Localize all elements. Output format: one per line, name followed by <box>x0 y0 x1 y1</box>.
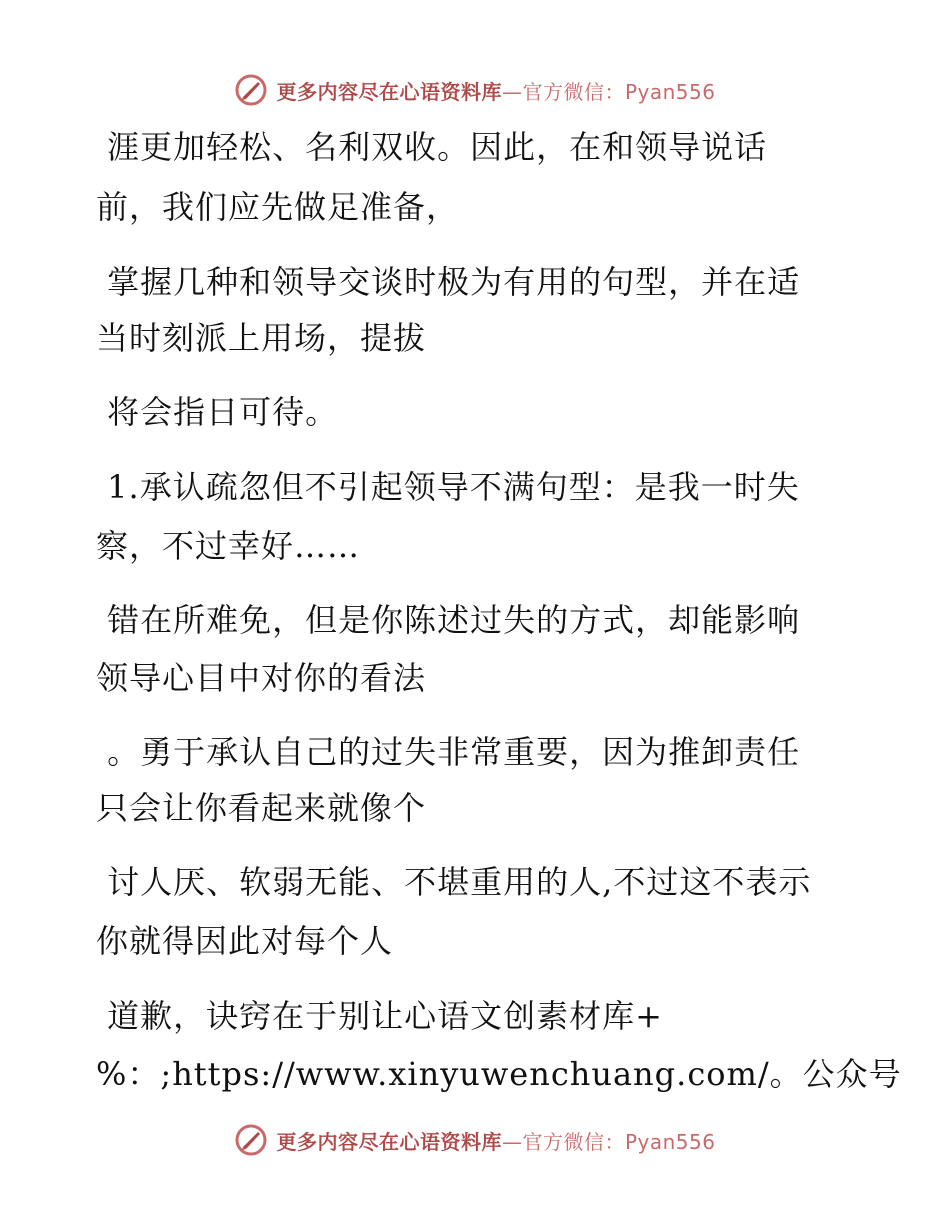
body-line-9: 领导心目中对你的看法 <box>96 659 427 697</box>
footer-banner-rest: —官方微信：Pyan556 <box>501 1129 716 1154</box>
footer-watermark <box>0 1118 950 1162</box>
body-line-13: 你就得因此对每个人 <box>96 922 394 960</box>
body-line-4: 当时刻派上用场，提拔 <box>96 319 427 357</box>
header-banner-brand: 更多内容尽在心语资料库 <box>276 79 502 104</box>
footer-banner-text <box>276 1126 715 1155</box>
body-line-7: 察，不过幸好…… <box>96 527 361 565</box>
body-line-8: 错在所难免，但是你陈述过失的方式，却能影响 <box>96 601 801 639</box>
body-line-14: 道歉，诀窍在于别让心语文创素材库+ <box>96 997 663 1035</box>
body-line-11: 只会让你看起来就像个 <box>96 789 427 827</box>
body-line-5: 将会指日可待。 <box>96 393 339 431</box>
body-line-10: 。勇于承认自己的过失非常重要，因为推卸责任 <box>96 733 801 771</box>
quill-logo-icon <box>234 1123 268 1157</box>
body-line-2: 前，我们应先做足准备， <box>96 188 460 226</box>
header-banner-rest: —官方微信：Pyan556 <box>501 79 716 104</box>
body-line-3: 掌握几种和领导交谈时极为有用的句型，并在适 <box>96 263 801 301</box>
body-line-12: 讨人厌、软弱无能、不堪重用的人,不过这不表示 <box>96 863 812 901</box>
body-line-1: 涯更加轻松、名利双收。因此，在和领导说话 <box>96 128 768 166</box>
footer-banner-brand: 更多内容尽在心语资料库 <box>276 1129 502 1154</box>
body-line-15: %：;https://www.xinyuwenchuang.com/。公众号 <box>96 1055 902 1093</box>
body-line-6: 1.承认疏忽但不引起领导不满句型：是我一时失 <box>96 468 800 506</box>
